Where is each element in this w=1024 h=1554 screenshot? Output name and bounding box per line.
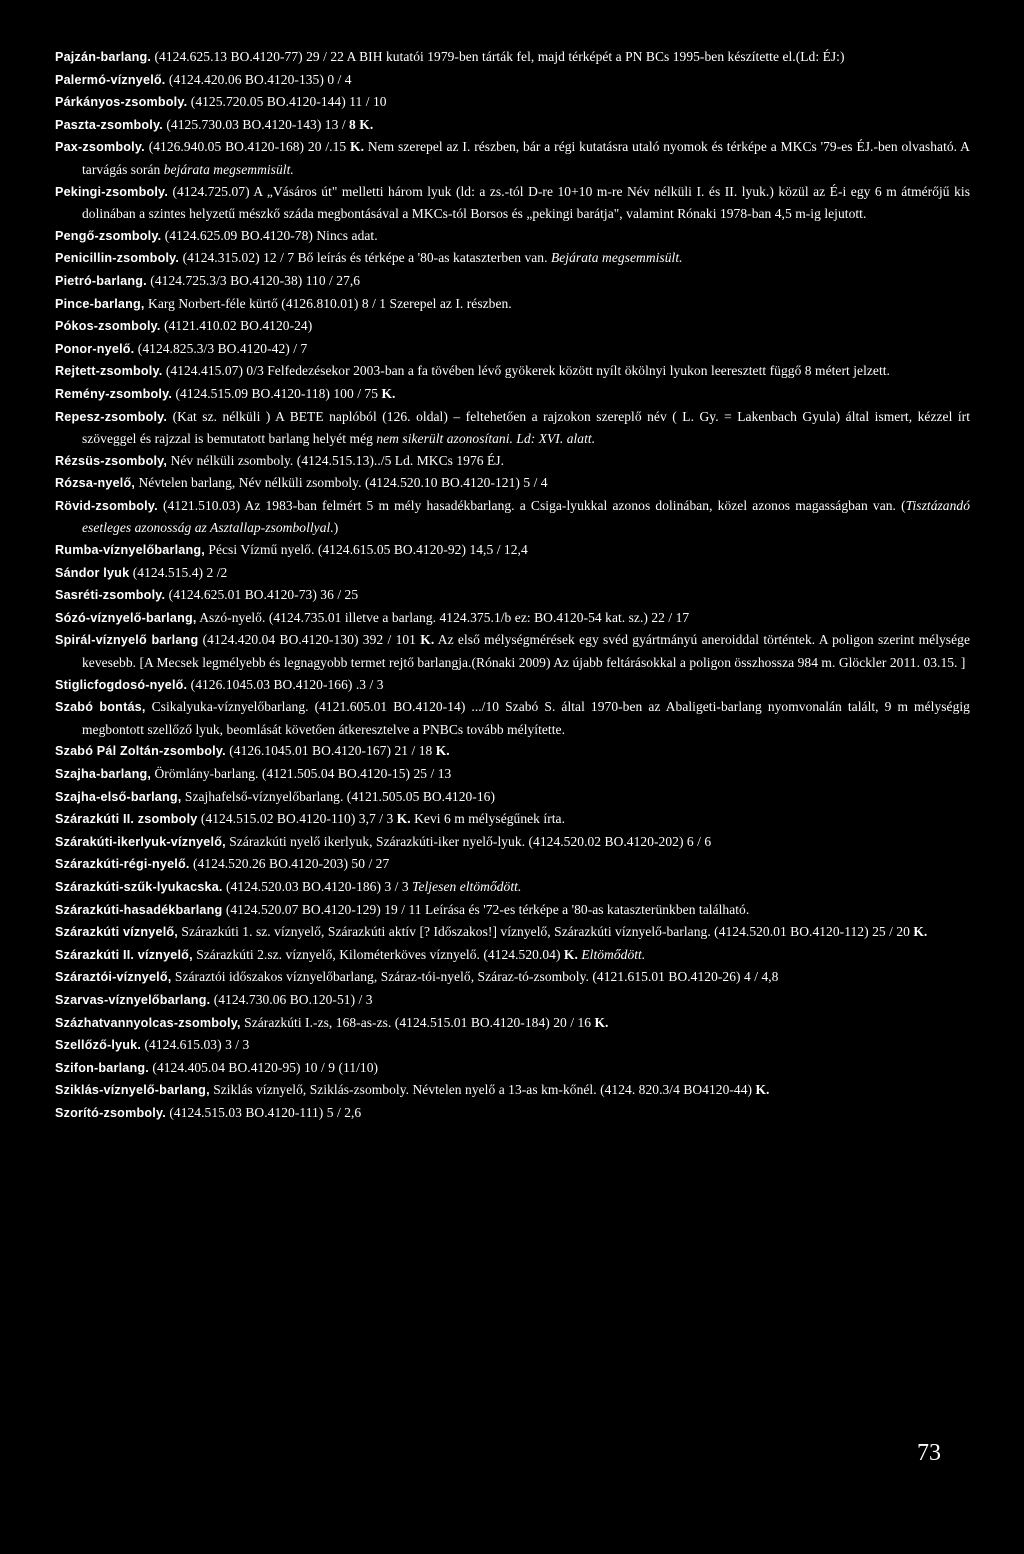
cave-entry [55, 876, 970, 899]
cave-entry [55, 1079, 970, 1102]
italic-note: Tisztázandó esetleges azonosság az Asztallap-zsombollyal. [82, 497, 970, 536]
cave-entry [55, 360, 970, 383]
entry-text: (4126.1045.01 BO.4120-167) 21 / 18 [225, 743, 436, 759]
entry-headword: Sózó-víznyelő-barlang, [55, 610, 197, 625]
bold-marker: K. [435, 743, 450, 759]
cave-entry [55, 315, 970, 338]
cave-entry [55, 674, 970, 697]
entry-text: (4124.625.01 BO.4120-73) 36 / 25 [165, 587, 359, 603]
entry-text: (4124.520.03 BO.4120-186) 3 / 3 [222, 878, 413, 894]
bold-marker: K. [594, 1014, 609, 1030]
cave-entry [55, 808, 970, 831]
entry-headword: Rumba-víznyelőbarlang, [55, 543, 205, 558]
entry-headword: Szorító-zsomboly. [55, 1105, 166, 1120]
cave-entry [55, 293, 970, 316]
entry-text: (4125.730.03 BO.4120-143) 13 / [162, 116, 350, 132]
entry-headword: Sziklás-víznyelő-barlang, [55, 1083, 210, 1098]
cave-entry [55, 921, 970, 944]
cave-entry [55, 853, 970, 876]
entry-headword: Szárazkúti-régi-nyelő. [55, 857, 190, 872]
entry-text: Csikalyuka-víznyelőbarlang. (4121.605.01 BO.4120-14) .../10 Szabó S. által 1970-ben az Abaligeti-barlang nyomvonalán talált, 9 m mélységig megbontott szellőző lyuk, beomlását követően átkeresztelve a PNBCs tovább mélyítette. [82, 699, 970, 737]
entry-text: (4124.520.07 BO.4120-129) 19 / 11 Leírása és '72-es térképe a '80-as kataszterünkben található. [222, 901, 750, 917]
entry-text: (4124.625.13 BO.4120-77) 29 / 22 A BIH kutatói 1979-ben tárták fel, majd térképét a PN BCs 1995-ben készítette el.(Ld: ÉJ:) [151, 49, 845, 64]
entry-text: Az első mélységmérések egy svéd gyártmányú aneroiddal történtek. A poligon szerint mélysége kevesebb. [A Mecsek legmélyebb és legnagyobb termet rejtő barlangja.(Rónaki 2009) Az újabb feltárásokkal a poligon összhossza 984 m. Glöckler 2011. 03.15. ] [82, 632, 970, 671]
entry-headword: Pince-barlang, [55, 296, 145, 311]
entry-text: Szárazkúti nyelő ikerlyuk, Szárazkúti-iker nyelő-lyuk. (4124.520.02 BO.4120-202) 6 / 6 [225, 833, 712, 849]
cave-entry [55, 966, 970, 989]
entry-headword: Pax-zsomboly. [55, 140, 145, 155]
cave-entry [55, 899, 970, 922]
entry-headword: Ponor-nyelő. [55, 341, 135, 356]
bold-marker: K. [913, 924, 928, 940]
entry-text: (4125.720.05 BO.4120-144) 11 / 10 [187, 94, 387, 110]
entry-text: ) [333, 520, 339, 536]
cave-entry [55, 1034, 970, 1057]
entry-headword: Szárazkúti víznyelő, [55, 925, 178, 940]
entry-headword: Szabó Pál Zoltán-zsomboly. [55, 744, 226, 759]
entry-headword: Stiglicfogdosó-nyelő. [55, 677, 188, 692]
italic-note: nem sikerült azonosítani. Ld: XVI. alatt. [376, 431, 596, 447]
entry-headword: Paszta-zsomboly. [55, 117, 163, 132]
entry-text: (4124.515.09 BO.4120-118) 100 / 75 [172, 385, 382, 401]
entry-headword: Szárazkúti II. víznyelő, [55, 947, 193, 962]
cave-entry [55, 450, 970, 473]
cave-entry [55, 629, 970, 673]
entry-text: (4124.625.09 BO.4120-78) Nincs adat. [161, 227, 378, 243]
cave-entry [55, 91, 970, 114]
entry-text: (4124.825.3/3 BO.4120-42) / 7 [134, 340, 308, 356]
entry-text: Szárazkúti 2.sz. víznyelő, Kilométerköves víznyelő. (4124.520.04) [192, 946, 564, 962]
entry-text: Kevi 6 m mélységűnek írta. [410, 811, 566, 827]
entry-text: (4124.515.4) 2 /2 [129, 564, 228, 580]
cave-entry [55, 472, 970, 495]
entry-text: (4124.725.07) A „Vásáros út" melletti három lyuk (ld: a zs.-tól D-re 10+10 m-re Név nélküli I. és II. lyuk.) közül az É-i egy 6 m átmérőjű kis dolinában a szintes helyzetű mészkő száda megbontásával a MKCs-tól Borsos és „pekingi barátja", valamint Rónaki 1978-ban 4,5 m-ig lejutott. [82, 183, 970, 222]
entry-text: (4124.515.03 BO.4120-111) 5 / 2,6 [165, 1104, 362, 1120]
bold-marker: K. [563, 946, 578, 962]
entry-text: (4124.415.07) 0/3 Felfedezésekor 2003-ban a fa tövében lévő gyökerek között nyílt ökölnyi lyukon leeresztett függő 8 métert jelzett. [162, 363, 890, 379]
cave-entry [55, 740, 970, 763]
italic-note: Teljesen eltömődött. [412, 878, 522, 894]
entry-headword: Rézsüs-zsomboly, [55, 453, 168, 468]
italic-note: bejárata megsemmisült. [163, 161, 294, 177]
cave-entry [55, 786, 970, 809]
entry-headword: Palermó-víznyelő. [55, 72, 166, 87]
entry-headword: Szarvas-víznyelőbarlang. [55, 992, 211, 1007]
entry-text: (4126.1045.03 BO.4120-166) .3 / 3 [187, 676, 384, 692]
entry-text: (4124.315.02) 12 / 7 Bő leírás és térképe a '80-as kataszterben van. [179, 250, 551, 266]
cave-entry [55, 46, 970, 69]
glossary-page [55, 46, 970, 1125]
cave-entry [55, 225, 970, 248]
entry-text: Száraztói időszakos víznyelőbarlang, Száraz-tói-nyelő, Száraz-tó-zsomboly. (4121.615.01 BO.4120-26) 4 / 4,8 [171, 969, 779, 985]
cave-entry [55, 562, 970, 585]
entry-headword: Sándor lyuk [55, 565, 130, 580]
entry-headword: Szárazkúti-szűk-lyukacska. [55, 879, 223, 894]
entry-headword: Rövid-zsomboly. [55, 498, 158, 513]
entry-text: Nem szerepel az I. részben, bár a régi kutatásra utaló nyomok és térképe a MKCs '79-es ÉJ.-ben olvasható. A tarvágás során [82, 139, 970, 177]
entry-text: (4124.725.3/3 BO.4120-38) 110 / 27,6 [146, 272, 361, 288]
entry-headword: Remény-zsomboly. [55, 386, 173, 401]
bold-marker: K. [755, 1082, 770, 1098]
entry-text: Szárazkúti I.-zs, 168-as-zs. (4124.515.01 BO.4120-184) 20 / 16 [240, 1014, 595, 1030]
cave-entry [55, 763, 970, 786]
cave-entry [55, 406, 970, 450]
entry-text: (4121.510.03) Az 1983-ban felmért 5 m mély hasadékbarlang. a Csiga-lyukkal azonos dolinában, közel azonos magasságban van. ( [157, 497, 906, 513]
cave-entry [55, 696, 970, 740]
entry-headword: Párkányos-zsomboly. [55, 95, 188, 110]
entry-headword: Pajzán-barlang. [55, 50, 152, 64]
entry-text: (4124.405.04 BO.4120-95) 10 / 9 (11/10) [148, 1059, 379, 1075]
entry-text: (4124.520.26 BO.4120-203) 50 / 27 [189, 856, 390, 872]
entry-headword: Rejtett-zsomboly. [55, 364, 163, 379]
entry-headword: Szabó bontás, [55, 700, 146, 715]
entry-headword: Pietró-barlang. [55, 273, 147, 288]
entry-headword: Szárakúti-ikerlyuk-víznyelő, [55, 834, 226, 849]
entry-text: (4124.420.06 BO.4120-135) 0 / 4 [165, 71, 352, 87]
bold-marker: K. [396, 811, 411, 827]
bold-marker: 8 K. [349, 116, 374, 132]
bold-marker: K. [420, 632, 435, 648]
cave-entry [55, 831, 970, 854]
entry-headword: Százhatvannyolcas-zsomboly, [55, 1015, 241, 1030]
entry-text: (Kat sz. nélküli ) A BETE naplóból (126. oldal) – feltehetően a rajzokon szereplő név ( L. Gy. = Lakenbach Gyula) által ismert, kézzel írt szöveggel és rajzzal is bemutatott barlang helyét még [82, 408, 970, 447]
cave-entry [55, 495, 970, 539]
entry-headword: Szárazkúti-hasadékbarlang [55, 902, 223, 917]
entry-text: Név nélküli zsomboly. (4124.515.13)../5 Ld. MKCs 1976 ÉJ. [167, 452, 505, 468]
entry-headword: Sasréti-zsomboly. [55, 588, 166, 603]
entry-headword: Szifon-barlang. [55, 1060, 149, 1075]
page-number: 73 [917, 1440, 941, 1466]
entry-text: (4121.410.02 BO.4120-24) [160, 318, 313, 334]
cave-entry [55, 181, 970, 225]
entry-headword: Szajha-első-barlang, [55, 789, 182, 804]
entry-text: Örömlány-barlang. (4121.505.04 BO.4120-15) 25 / 13 [151, 766, 452, 781]
entry-headword: Spirál-víznyelő barlang [55, 633, 199, 648]
cave-entry [55, 1102, 970, 1125]
cave-entry [55, 338, 970, 361]
entry-headword: Szárazkúti II. zsomboly [55, 812, 198, 827]
entry-text: (4126.940.05 BO.4120-168) 20 /.15 [144, 139, 351, 155]
cave-entry [55, 607, 970, 630]
entry-text: Szárazkúti 1. sz. víznyelő, Szárazkúti aktív [? Időszakos!] víznyelő, Szárazkúti víznyelő-barlang. (4124.520.01 BO.4120-112) 25 / 20 [177, 924, 914, 940]
entry-headword: Száraztói-víznyelő, [55, 970, 172, 985]
cave-entry [55, 69, 970, 92]
entry-text: (4124.420.04 BO.4120-130) 392 / 101 [198, 632, 421, 648]
entry-headword: Penicillin-zsomboly. [55, 251, 180, 266]
entry-text: (4124.615.03) 3 / 3 [141, 1037, 250, 1053]
cave-entry [55, 539, 970, 562]
entry-headword: Pókos-zsomboly. [55, 319, 161, 334]
entry-text: Aszó-nyelő. (4124.735.01 illetve a barlang. 4124.375.1/b ez: BO.4120-54 kat. sz.) 22 / 17 [196, 609, 690, 625]
bold-marker: K. [381, 385, 396, 401]
entry-headword: Pekingi-zsomboly. [55, 184, 169, 199]
cave-entry [55, 989, 970, 1012]
bold-marker: K. [350, 139, 364, 155]
entry-text: (4124.515.02 BO.4120-110) 3,7 / 3 [197, 811, 397, 827]
italic-note: Bejárata megsemmisült. [550, 250, 683, 266]
entry-headword: Repesz-zsomboly. [55, 409, 168, 424]
entry-headword: Szellőző-lyuk. [55, 1038, 142, 1053]
cave-entry [55, 383, 970, 406]
italic-note: Eltömődött. [581, 946, 646, 962]
entry-text: Pécsi Vízmű nyelő. (4124.615.05 BO.4120-92) 14,5 / 12,4 [204, 542, 528, 558]
entry-headword: Rózsa-nyelő, [55, 476, 136, 491]
entry-headword: Pengő-zsomboly. [55, 228, 162, 243]
entry-text: Karg Norbert-féle kürtő (4126.810.01) 8 / 1 Szerepel az I. részben. [144, 295, 512, 311]
cave-entry [55, 270, 970, 293]
entry-text: Sziklás víznyelő, Sziklás-zsomboly. Névtelen nyelő a 13-as km-kőnél. (4124. 820.3/4 BO4120-44) [209, 1082, 756, 1098]
cave-entry [55, 1012, 970, 1035]
cave-entry [55, 584, 970, 607]
entry-text: Szajhafelső-víznyelőbarlang. (4121.505.05 BO.4120-16) [181, 788, 495, 804]
entry-headword: Szajha-barlang, [55, 767, 152, 781]
cave-entry [55, 136, 970, 180]
cave-entry [55, 247, 970, 270]
entry-text: Névtelen barlang, Név nélküli zsomboly. (4124.520.10 BO.4120-121) 5 / 4 [135, 475, 548, 491]
cave-entry [55, 944, 970, 967]
cave-entry [55, 114, 970, 137]
entry-text: (4124.730.06 BO.120-51) / 3 [210, 991, 373, 1007]
cave-entry [55, 1057, 970, 1080]
